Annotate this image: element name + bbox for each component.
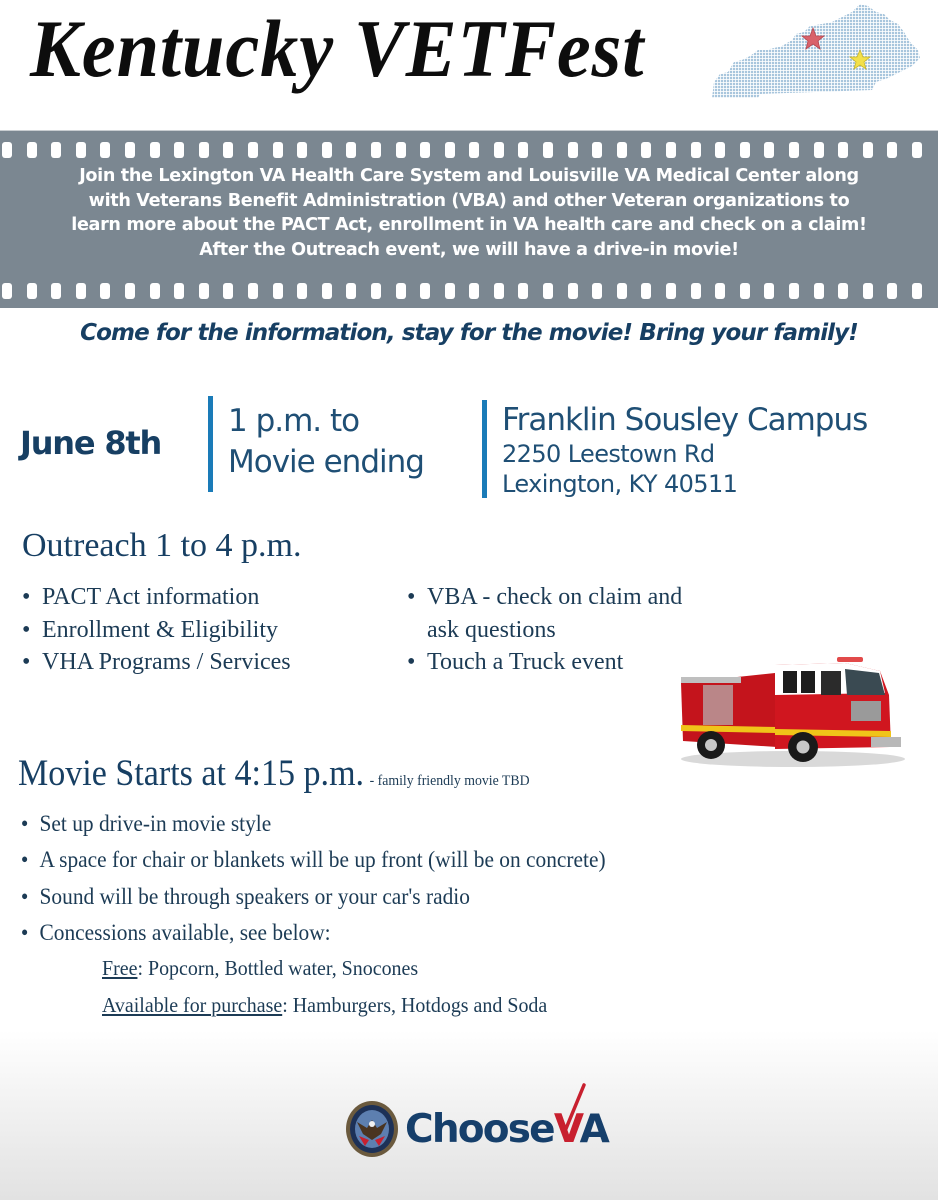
venue-address-line: Lexington, KY 40511 — [502, 470, 738, 498]
logo-v-text: V — [553, 1106, 580, 1152]
concessions-free — [102, 956, 418, 981]
choose-va-logo — [345, 1094, 608, 1164]
movie-heading-text: Movie Starts at 4:15 p.m. — [18, 753, 365, 794]
movie-heading — [18, 752, 530, 795]
purchase-label: Available for purchase — [102, 993, 283, 1017]
kentucky-map-icon — [700, 2, 938, 102]
event-time-line: Movie ending — [228, 444, 424, 480]
outreach-list-left — [20, 581, 291, 679]
banner-line: with Veterans Benefit Administration (VBA) and other Veteran organizations to — [88, 190, 850, 211]
tagline: Come for the information, stay for the movie! Bring your family! — [80, 320, 858, 346]
banner-line: Join the Lexington VA Health Care System and Louisville VA Medical Center along — [79, 166, 859, 186]
banner-line: learn more about the PACT Act, enrollment in VA health care and check on a claim! — [71, 215, 867, 235]
logo-a-text: A — [579, 1106, 608, 1152]
banner-line: After the Outreach event, we will have a drive-in movie! — [199, 239, 739, 260]
banner-text — [0, 164, 938, 262]
list-item: • Sound will be through speakers or your car's radio — [20, 883, 470, 909]
film-perforations-bottom — [2, 283, 938, 299]
movie-note: - family friendly movie TBD — [369, 773, 530, 789]
concessions-purchase — [102, 993, 547, 1018]
venue-address-line: 2250 Leestown Rd — [502, 440, 715, 468]
fire-truck-image — [675, 655, 907, 770]
list-item: • Set up drive-in movie style — [20, 811, 272, 836]
list-item: • PACT Act information — [22, 584, 260, 610]
movie-list — [20, 806, 606, 951]
list-item: • Touch a Truck event — [407, 649, 624, 675]
film-strip-banner — [0, 130, 938, 308]
list-item: • Enrollment & Eligibility — [22, 616, 278, 643]
flyer-title: Kentucky VETFest — [30, 3, 645, 94]
list-item: • A space for chair or blankets will be up front (will be on concrete) — [20, 847, 606, 873]
free-items: : Popcorn, Bottled water, Snocones — [137, 956, 419, 980]
divider-bar — [208, 396, 213, 492]
purchase-items: : Hamburgers, Hotdogs and Soda — [282, 993, 548, 1017]
checkmark-icon — [556, 1083, 586, 1133]
outreach-heading: Outreach 1 to 4 p.m. — [22, 527, 302, 564]
event-venue — [502, 401, 867, 499]
event-time-line: 1 p.m. to — [228, 403, 360, 439]
list-item: • VHA Programs / Services — [22, 649, 291, 675]
film-perforations-top — [2, 142, 938, 158]
choose-va-wordmark — [405, 1107, 608, 1152]
list-item: • Concessions available, see below: — [20, 919, 331, 945]
list-item: • VBA - check on claim and — [407, 584, 683, 610]
venue-name: Franklin Sousley Campus — [502, 402, 868, 438]
event-time — [228, 401, 424, 483]
divider-bar — [482, 400, 487, 498]
event-date: June 8th — [20, 424, 162, 462]
list-item: ask questions — [427, 616, 556, 643]
logo-choose-text: Choose — [405, 1106, 554, 1152]
outreach-list-right — [405, 581, 682, 679]
va-seal-icon — [345, 1100, 399, 1158]
free-label: Free — [102, 956, 138, 980]
